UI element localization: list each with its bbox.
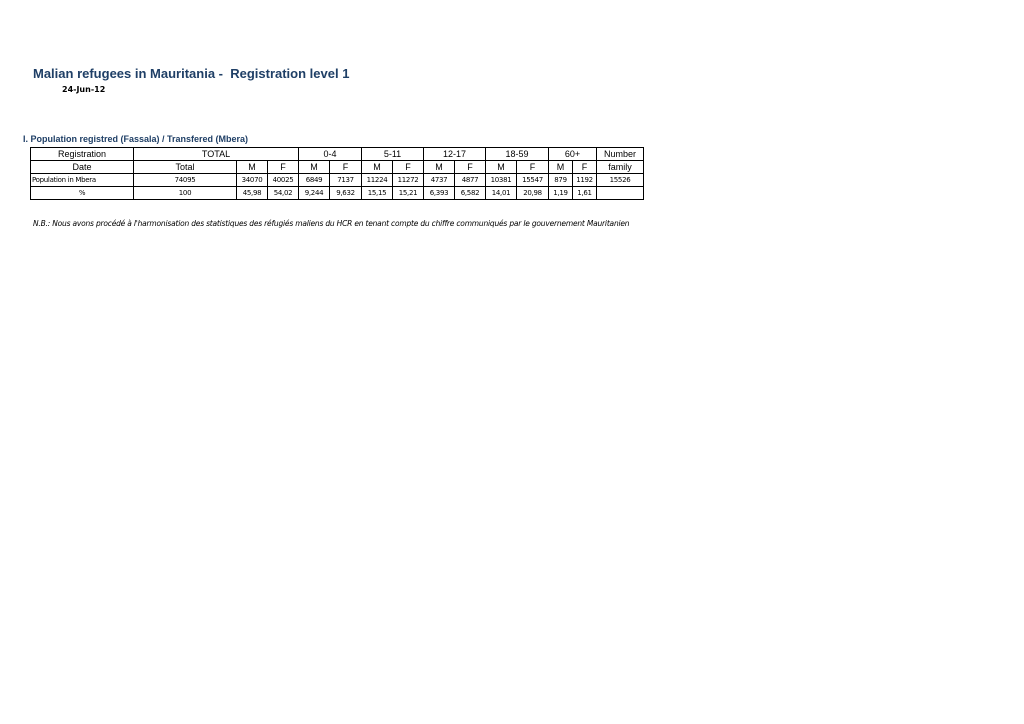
table-cell: 15547 (517, 174, 549, 187)
header-m: M (362, 161, 393, 174)
header-age-60-plus: 60+ (549, 148, 597, 161)
header-m: M (424, 161, 455, 174)
header-total: TOTAL (134, 148, 299, 161)
table-cell: 14,01 (486, 187, 517, 200)
header-f: F (455, 161, 486, 174)
table-cell: 100 (134, 187, 237, 200)
table-cell: 45,98 (237, 187, 268, 200)
table-row (31, 187, 644, 200)
table-cell: 54,02 (268, 187, 299, 200)
header-f: F (393, 161, 424, 174)
header-number: Number (597, 148, 644, 161)
table-cell: 10381 (486, 174, 517, 187)
table-cell: 9,244 (299, 187, 330, 200)
table-cell: 4877 (455, 174, 486, 187)
table-cell: 11224 (362, 174, 393, 187)
table-cell: 34070 (237, 174, 268, 187)
header-m: M (237, 161, 268, 174)
table-cell: 6,393 (424, 187, 455, 200)
table-subheader-row (31, 161, 644, 174)
header-m: M (486, 161, 517, 174)
table-cell: 15,15 (362, 187, 393, 200)
registration-table (30, 147, 644, 200)
table-cell: 11272 (393, 174, 424, 187)
table-header-row (31, 148, 644, 161)
table-cell: 9,632 (330, 187, 362, 200)
table-cell: 6,582 (455, 187, 486, 200)
table-cell: 7137 (330, 174, 362, 187)
header-age-12-17: 12-17 (424, 148, 486, 161)
table-cell: 1,61 (573, 187, 597, 200)
header-age-5-11: 5-11 (362, 148, 424, 161)
table-cell: 40025 (268, 174, 299, 187)
header-date: Date (31, 161, 134, 174)
document-title: Malian refugees in Mauritania - Registration level 1 (33, 66, 350, 81)
row-label: % (31, 187, 134, 200)
header-f: F (573, 161, 597, 174)
table-row (31, 174, 644, 187)
row-label: Population in Mbera (31, 174, 134, 187)
header-registration: Registration (31, 148, 134, 161)
table-cell: 74095 (134, 174, 237, 187)
table-cell: 1192 (573, 174, 597, 187)
table-cell: 20,98 (517, 187, 549, 200)
header-total-sub: Total (134, 161, 237, 174)
table-cell: 1,19 (549, 187, 573, 200)
table-cell (597, 187, 644, 200)
header-m: M (299, 161, 330, 174)
header-age-0-4: 0-4 (299, 148, 362, 161)
section-title: I. Population registred (Fassala) / Transfered (Mbera) (23, 134, 249, 144)
table-cell: 4737 (424, 174, 455, 187)
harmonisation-note: N.B.: Nous avons procédé à l'harmonisation des statistiques des réfugiés maliens du HCR en tenant compte du chiffre communiqués par le gouvernement Mauritanien (33, 219, 630, 228)
header-f: F (517, 161, 549, 174)
report-date: 24-Jun-12 (62, 85, 106, 94)
header-family: family (597, 161, 644, 174)
header-age-18-59: 18-59 (486, 148, 549, 161)
header-m: M (549, 161, 573, 174)
table-cell: 15526 (597, 174, 644, 187)
header-f: F (268, 161, 299, 174)
table-cell: 879 (549, 174, 573, 187)
table-cell: 6849 (299, 174, 330, 187)
table-cell: 15,21 (393, 187, 424, 200)
header-f: F (330, 161, 362, 174)
